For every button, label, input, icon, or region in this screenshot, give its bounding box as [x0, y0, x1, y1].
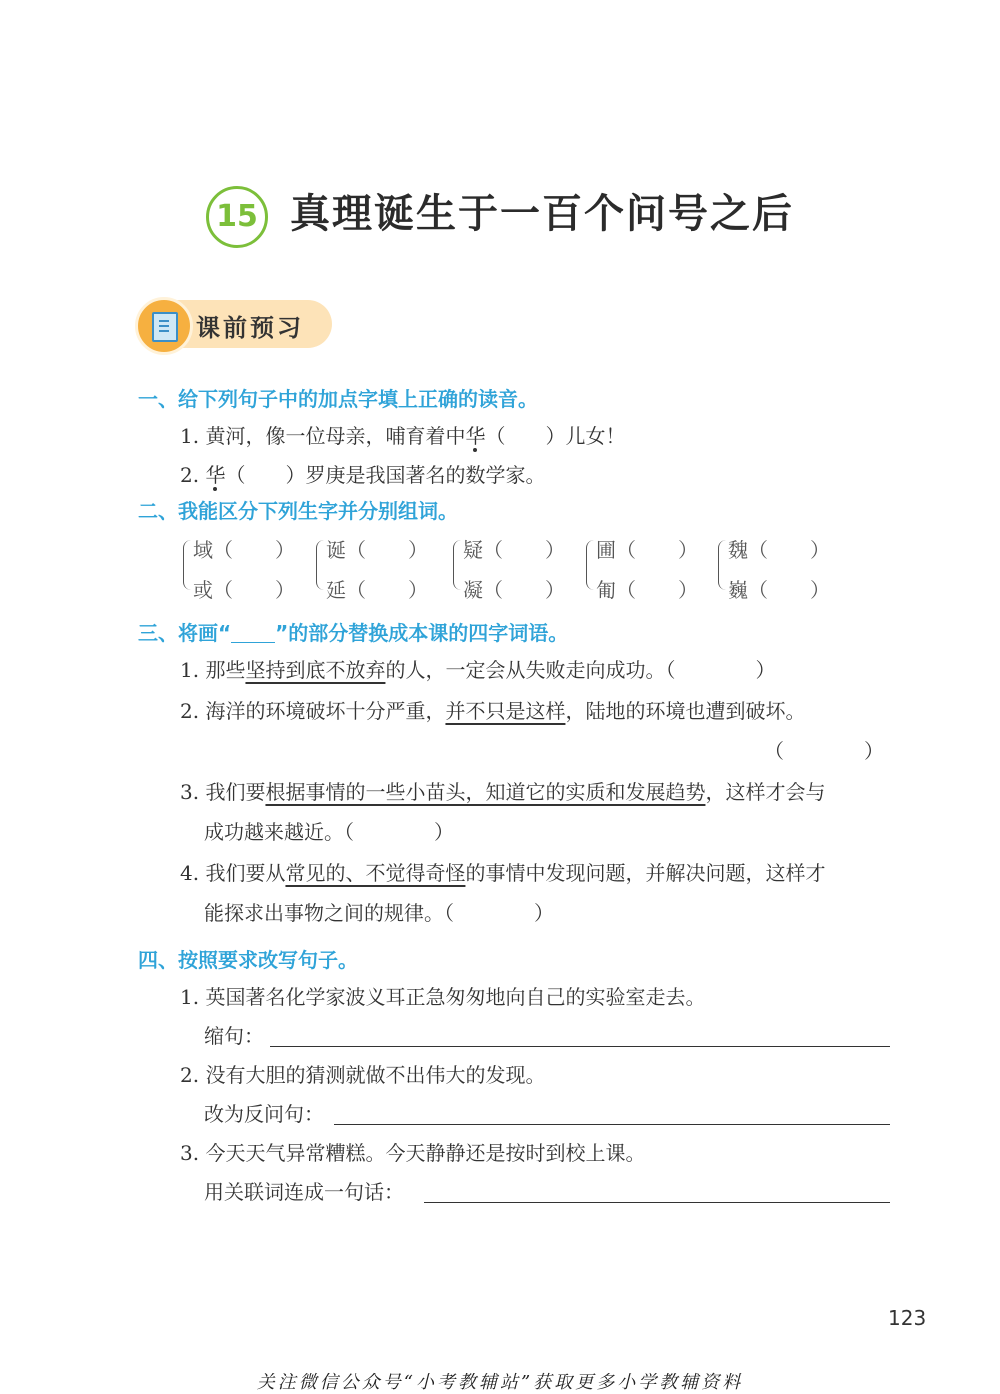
lesson-number-badge: 15	[206, 186, 268, 248]
s3-heading-a: 三、将画“	[138, 621, 232, 645]
char-pair-bottom: 或（ ）	[193, 578, 295, 602]
s4-question-1: 1. 英国著名化学家波义耳正急匆匆地向自己的实验室走去。	[180, 985, 706, 1009]
s4-q1-answer-line[interactable]	[270, 1046, 890, 1047]
s3-question-3: 3. 我们要根据事情的一些小苗头，知道它的实质和发展趋势，这样才会与	[180, 780, 826, 804]
underlined-phrase: 根据事情的一些小苗头，知道它的实质和发展趋势	[265, 780, 706, 804]
s4-q3-answer-line[interactable]	[424, 1202, 890, 1203]
page-number: 123	[888, 1306, 927, 1330]
brace	[316, 540, 325, 590]
char-pair-bottom: 延（ ）	[326, 578, 428, 602]
s1-q2-text: （ ）罗庚是我国著名的数学家。	[225, 463, 546, 487]
underlined-phrase: 坚持到底不放弃	[245, 658, 386, 682]
char-pair-top: 圃（ ）	[596, 538, 698, 562]
footer-note: 关注微信公众号“小考教辅站”获取更多小学教辅资料	[256, 1372, 744, 1393]
s3-question-1: 1. 那些坚持到底不放弃的人，一定会从失败走向成功。（ ）	[180, 658, 776, 682]
section-3-heading	[138, 617, 568, 646]
char-pair-bottom: 巍（ ）	[728, 578, 830, 602]
section-4-heading: 四、按照要求改写句子。	[138, 948, 358, 972]
s3-heading-b: ”的部分替换成本课的四字词语。	[275, 621, 569, 645]
s4-q1-label: 缩句：	[204, 1024, 264, 1048]
s3-q3-continuation: 成功越来越近。（ ）	[204, 820, 454, 844]
char-pair-bottom: 凝（ ）	[463, 578, 565, 602]
book-icon	[135, 297, 193, 355]
s3-question-4: 4. 我们要从常见的、不觉得奇怪的事情中发现问题，并解决问题，这样才	[180, 861, 826, 885]
char-pair-top: 疑（ ）	[463, 538, 565, 562]
dotted-char: 华	[465, 424, 486, 448]
s4-question-3: 3. 今天天气异常糟糕。今天静静还是按时到校上课。	[180, 1141, 646, 1165]
brace	[586, 540, 595, 590]
s1-q2-num: 2.	[180, 463, 206, 487]
s4-question-2: 2. 没有大胆的猜测就做不出伟大的发现。	[180, 1063, 546, 1087]
lesson-title: 真理诞生于一百个问号之后	[290, 191, 794, 237]
brace	[453, 540, 462, 590]
s4-q3-label: 用关联词连成一句话：	[204, 1180, 404, 1204]
section-2-heading: 二、我能区分下列生字并分别组词。	[138, 499, 458, 523]
s1-question-2	[180, 462, 545, 488]
underline-sample	[231, 626, 275, 643]
banner-label: 课前预习	[196, 314, 304, 342]
s4-q2-label: 改为反问句：	[204, 1102, 324, 1126]
s3-q2-answer-blank: （ ）	[764, 739, 884, 763]
underlined-phrase: 并不只是这样	[445, 699, 566, 723]
char-pair-top: 域（ ）	[193, 538, 295, 562]
brace	[718, 540, 727, 590]
section-1-heading: 一、给下列句子中的加点字填上正确的读音。	[138, 387, 538, 411]
s3-question-2: 2. 海洋的环境破坏十分严重，并不只是这样，陆地的环境也遭到破坏。	[180, 699, 806, 723]
dotted-char: 华	[205, 463, 226, 487]
underlined-phrase: 常见的、不觉得奇怪	[285, 861, 466, 885]
brace	[183, 540, 192, 590]
s1-q1-blank: （ ）儿女！	[485, 424, 626, 448]
s1-question-1	[180, 423, 625, 449]
s4-q2-answer-line[interactable]	[334, 1124, 890, 1125]
char-pair-top: 魏（ ）	[728, 538, 830, 562]
s1-q1-text: 1. 黄河，像一位母亲，哺育着中	[180, 424, 466, 448]
s3-q4-continuation: 能探求出事物之间的规律。（ ）	[204, 901, 554, 925]
char-pair-top: 诞（ ）	[326, 538, 428, 562]
char-pair-bottom: 匍（ ）	[596, 578, 698, 602]
